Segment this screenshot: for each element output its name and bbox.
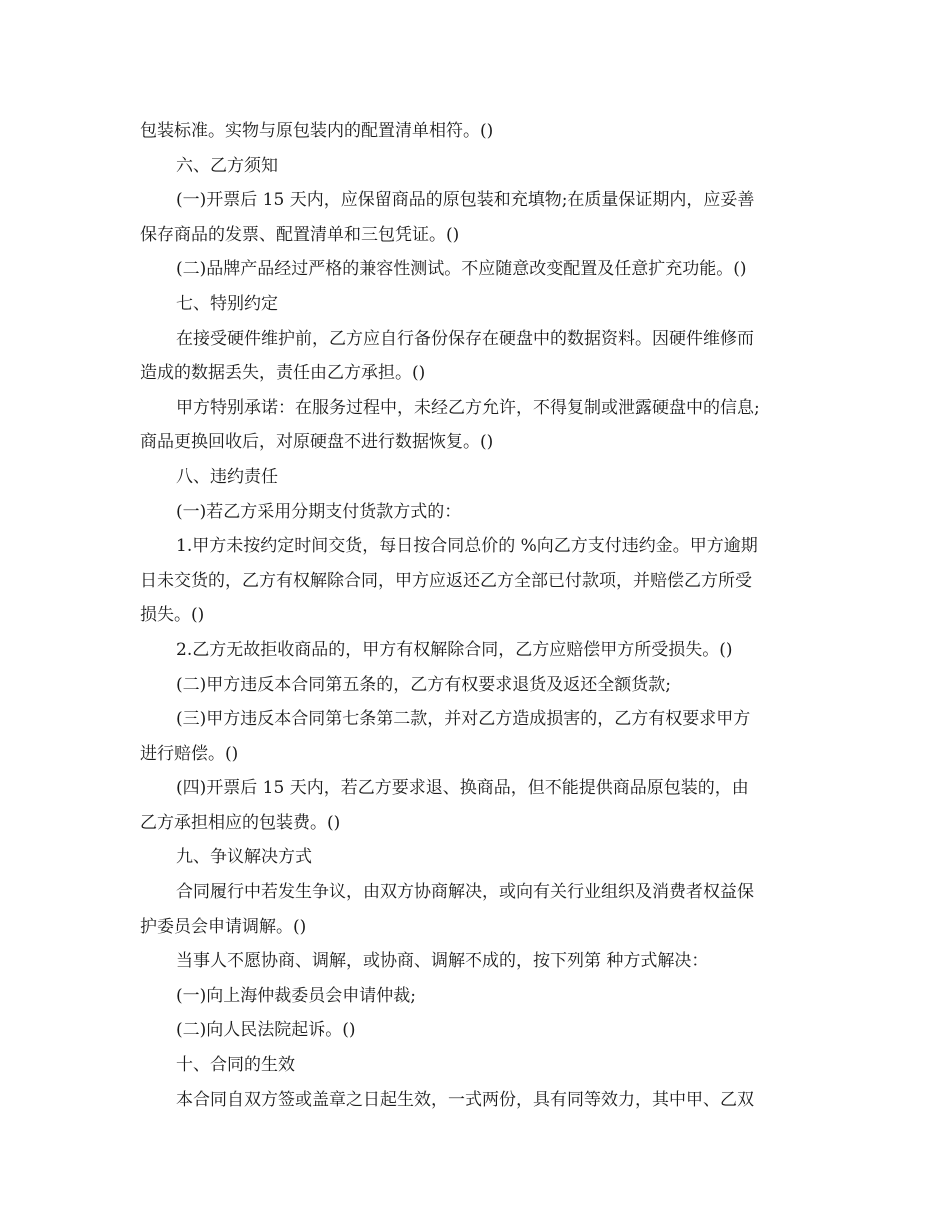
text-line: 当事人不愿协商、调解，或协商、调解不成的，按下列第 种方式解决： [176, 951, 709, 972]
text-line: 乙方承担相应的包装费。() [140, 812, 341, 833]
section-heading-9: 九、争议解决方式 [176, 847, 312, 868]
text-line: 在接受硬件维护前，乙方应自行备份保存在硬盘中的数据资料。因硬件维修而 [176, 328, 754, 349]
text-line: (一)开票后 15 天内，应保留商品的原包装和充填物;在质量保证期内，应妥善 [176, 190, 755, 211]
text-line: (二)甲方违反本合同第五条的，乙方有权要求退货及返还全额货款; [176, 674, 671, 695]
text-line: 合同履行中若发生争议，由双方协商解决，或向有关行业组织及消费者权益保 [176, 882, 754, 903]
text-line: (三)甲方违反本合同第七条第二款，并对乙方造成损害的，乙方有权要求甲方 [176, 709, 751, 730]
text-line: 1.甲方未按约定时间交货，每日按合同总价的 %向乙方支付违约金。甲方逾期 [176, 536, 758, 557]
text-line: 损失。() [140, 605, 205, 626]
text-line: (一)向上海仲裁委员会申请仲裁; [176, 985, 416, 1006]
text-line: 保存商品的发票、配置清单和三包凭证。() [140, 224, 460, 245]
section-heading-6: 六、乙方须知 [176, 155, 278, 176]
text-line: (四)开票后 15 天内，若乙方要求退、换商品，但不能提供商品原包装的，由 [176, 778, 749, 799]
text-line: 包装标准。实物与原包装内的配置清单相符。() [140, 121, 494, 141]
text-line: 甲方特别承诺：在服务过程中，未经乙方允许，不得复制或泄露硬盘中的信息; [176, 397, 760, 418]
text-line: 本合同自双方签或盖章之日起生效，一式两份，具有同等效力，其中甲、乙双 [176, 1089, 754, 1110]
section-heading-8: 八、违约责任 [176, 466, 278, 487]
text-line: 造成的数据丢失，责任由乙方承担。() [140, 363, 426, 384]
text-line: 护委员会申请调解。() [140, 916, 307, 937]
text-line: (二)品牌产品经过严格的兼容性测试。不应随意改变配置及任意扩充功能。() [176, 259, 747, 280]
text-line: 2.乙方无故拒收商品的，甲方有权解除合同，乙方应赔偿甲方所受损失。() [176, 639, 733, 660]
document-body [140, 114, 820, 1117]
text-line: (二)向人民法院起诉。() [176, 1020, 356, 1041]
text-line: (一)若乙方采用分期支付货款方式的： [176, 501, 462, 522]
section-heading-10: 十、合同的生效 [176, 1055, 295, 1076]
section-heading-7: 七、特别约定 [176, 293, 278, 314]
text-line: 进行赔偿。() [140, 743, 239, 764]
text-line: 商品更换回收后，对原硬盘不进行数据恢复。() [140, 432, 494, 453]
text-line: 日未交货的，乙方有权解除合同，甲方应返还乙方全部已付款项，并赔偿乙方所受 [140, 570, 752, 591]
